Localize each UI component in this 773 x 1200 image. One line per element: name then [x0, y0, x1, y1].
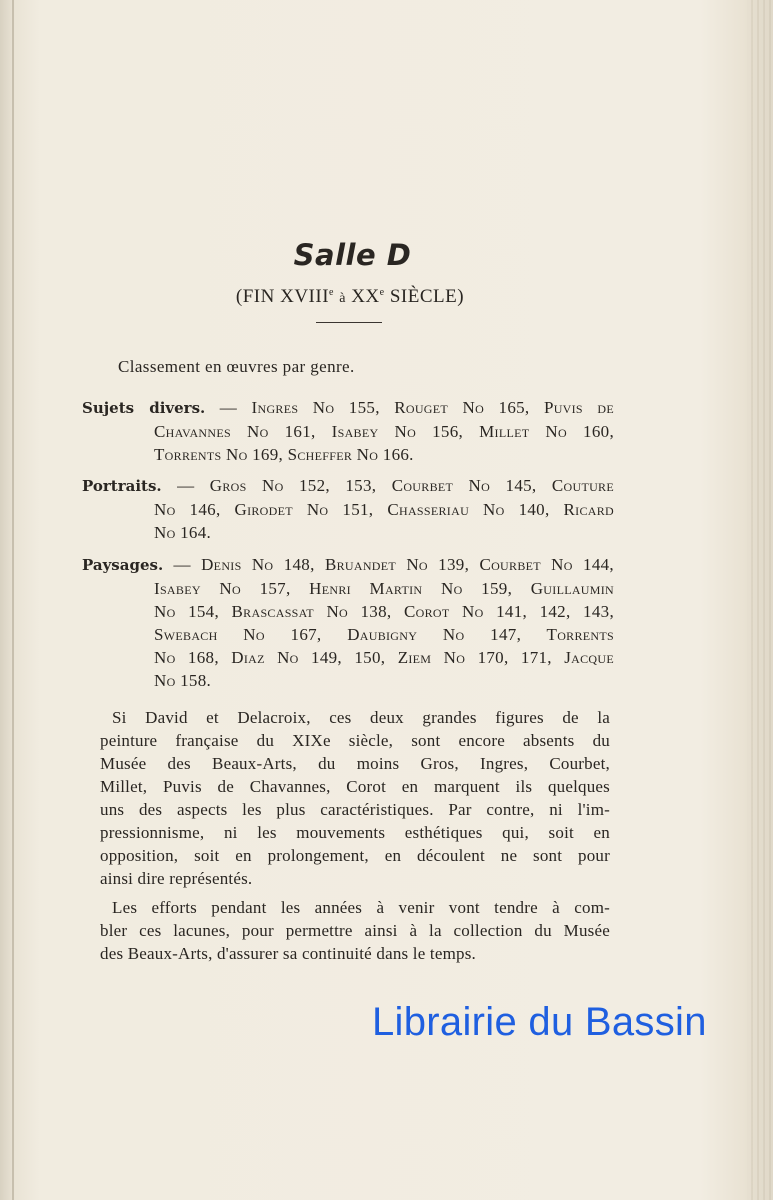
watermark-text: Librairie du Bassin [372, 1000, 707, 1044]
entry-line [82, 553, 614, 577]
entry-lead: Portraits. [82, 477, 162, 495]
entry-text: — Denis No 148, Bruandet No 139, Courbet No 144, [173, 555, 614, 574]
entry-lead: Paysages. [82, 556, 164, 574]
paragraph-line: ainsi dire représentés. [100, 869, 253, 888]
subtitle-close: SIÈCLE) [389, 286, 465, 307]
entry-line: Chavannes No 161, Isabey No 156, Millet No 160, [154, 422, 614, 441]
paragraph-line: Les efforts pendant les années à venir vont tendre à com- [112, 898, 610, 917]
entry-line: Swebach No 167, Daubigny No 147, Torrents [154, 625, 614, 644]
paragraph-line: Millet, Puvis de Chavannes, Corot en marquent ils quelques [100, 777, 610, 796]
subtitle-a: à [339, 291, 346, 306]
entry-line: Torrents No 169, Scheffer No 166. [154, 445, 414, 464]
paragraph-2 [100, 896, 610, 965]
paragraph-line: opposition, soit en prolongement, en découlent ne sont pour [100, 846, 610, 865]
entry-portraits [82, 474, 614, 544]
entry-line: No 146, Girodet No 151, Chasseriau No 140, Ricard [154, 500, 614, 519]
entry-text: — Ingres No 155, Rouget No 165, Puvis de [219, 398, 614, 417]
entry-line: No 168, Diaz No 149, 150, Ziem No 170, 171, Jacque [154, 648, 614, 667]
subtitle-xx: XX [351, 286, 380, 307]
subtitle-sup-2: e [379, 287, 385, 298]
paragraph-line: peinture française du XIXe siècle, sont encore absents du [100, 731, 610, 750]
entry-sujets-divers [82, 396, 614, 466]
entry-line: Isabey No 157, Henri Martin No 159, Guillaumin [154, 579, 614, 598]
intro-line: Classement en œuvres par genre. [118, 357, 355, 376]
page-subtitle [0, 286, 700, 308]
paragraph-line: Musée des Beaux-Arts, du moins Gros, Ingres, Courbet, [100, 754, 610, 773]
entry-paysages [82, 553, 614, 692]
paragraph-1 [100, 706, 610, 890]
entry-text: — Gros No 152, 153, Courbet No 145, Couture [177, 476, 614, 495]
paragraph-line: uns des aspects les plus caractéristiques. Par contre, ni l'im- [100, 800, 610, 819]
subtitle-sup-1: e [329, 287, 334, 298]
paragraph-line: Si David et Delacroix, ces deux grandes figures de la [112, 708, 610, 727]
paragraph-line: pressionnisme, ni les mouvements esthétiques qui, soit en [100, 823, 610, 842]
paragraph-line: des Beaux-Arts, d'assurer sa continuité dans le temps. [100, 944, 476, 963]
title-divider [316, 322, 382, 323]
entry-lead: Sujets divers. [82, 399, 206, 417]
page-stack-edge [747, 0, 773, 1200]
paragraph-line: bler ces lacunes, pour permettre ainsi à la collection du Musée [100, 921, 610, 940]
entry-line: No 164. [154, 523, 212, 542]
page-title: Salle D [293, 238, 412, 272]
entry-line: No 154, Brascassat No 138, Corot No 141, 142, 143, [154, 602, 614, 621]
entry-line: No 158. [154, 671, 212, 690]
entry-line [82, 396, 614, 420]
subtitle-open: (FIN XVIII [235, 286, 330, 307]
entry-line [82, 474, 614, 498]
page-binding-edge [12, 0, 14, 1200]
